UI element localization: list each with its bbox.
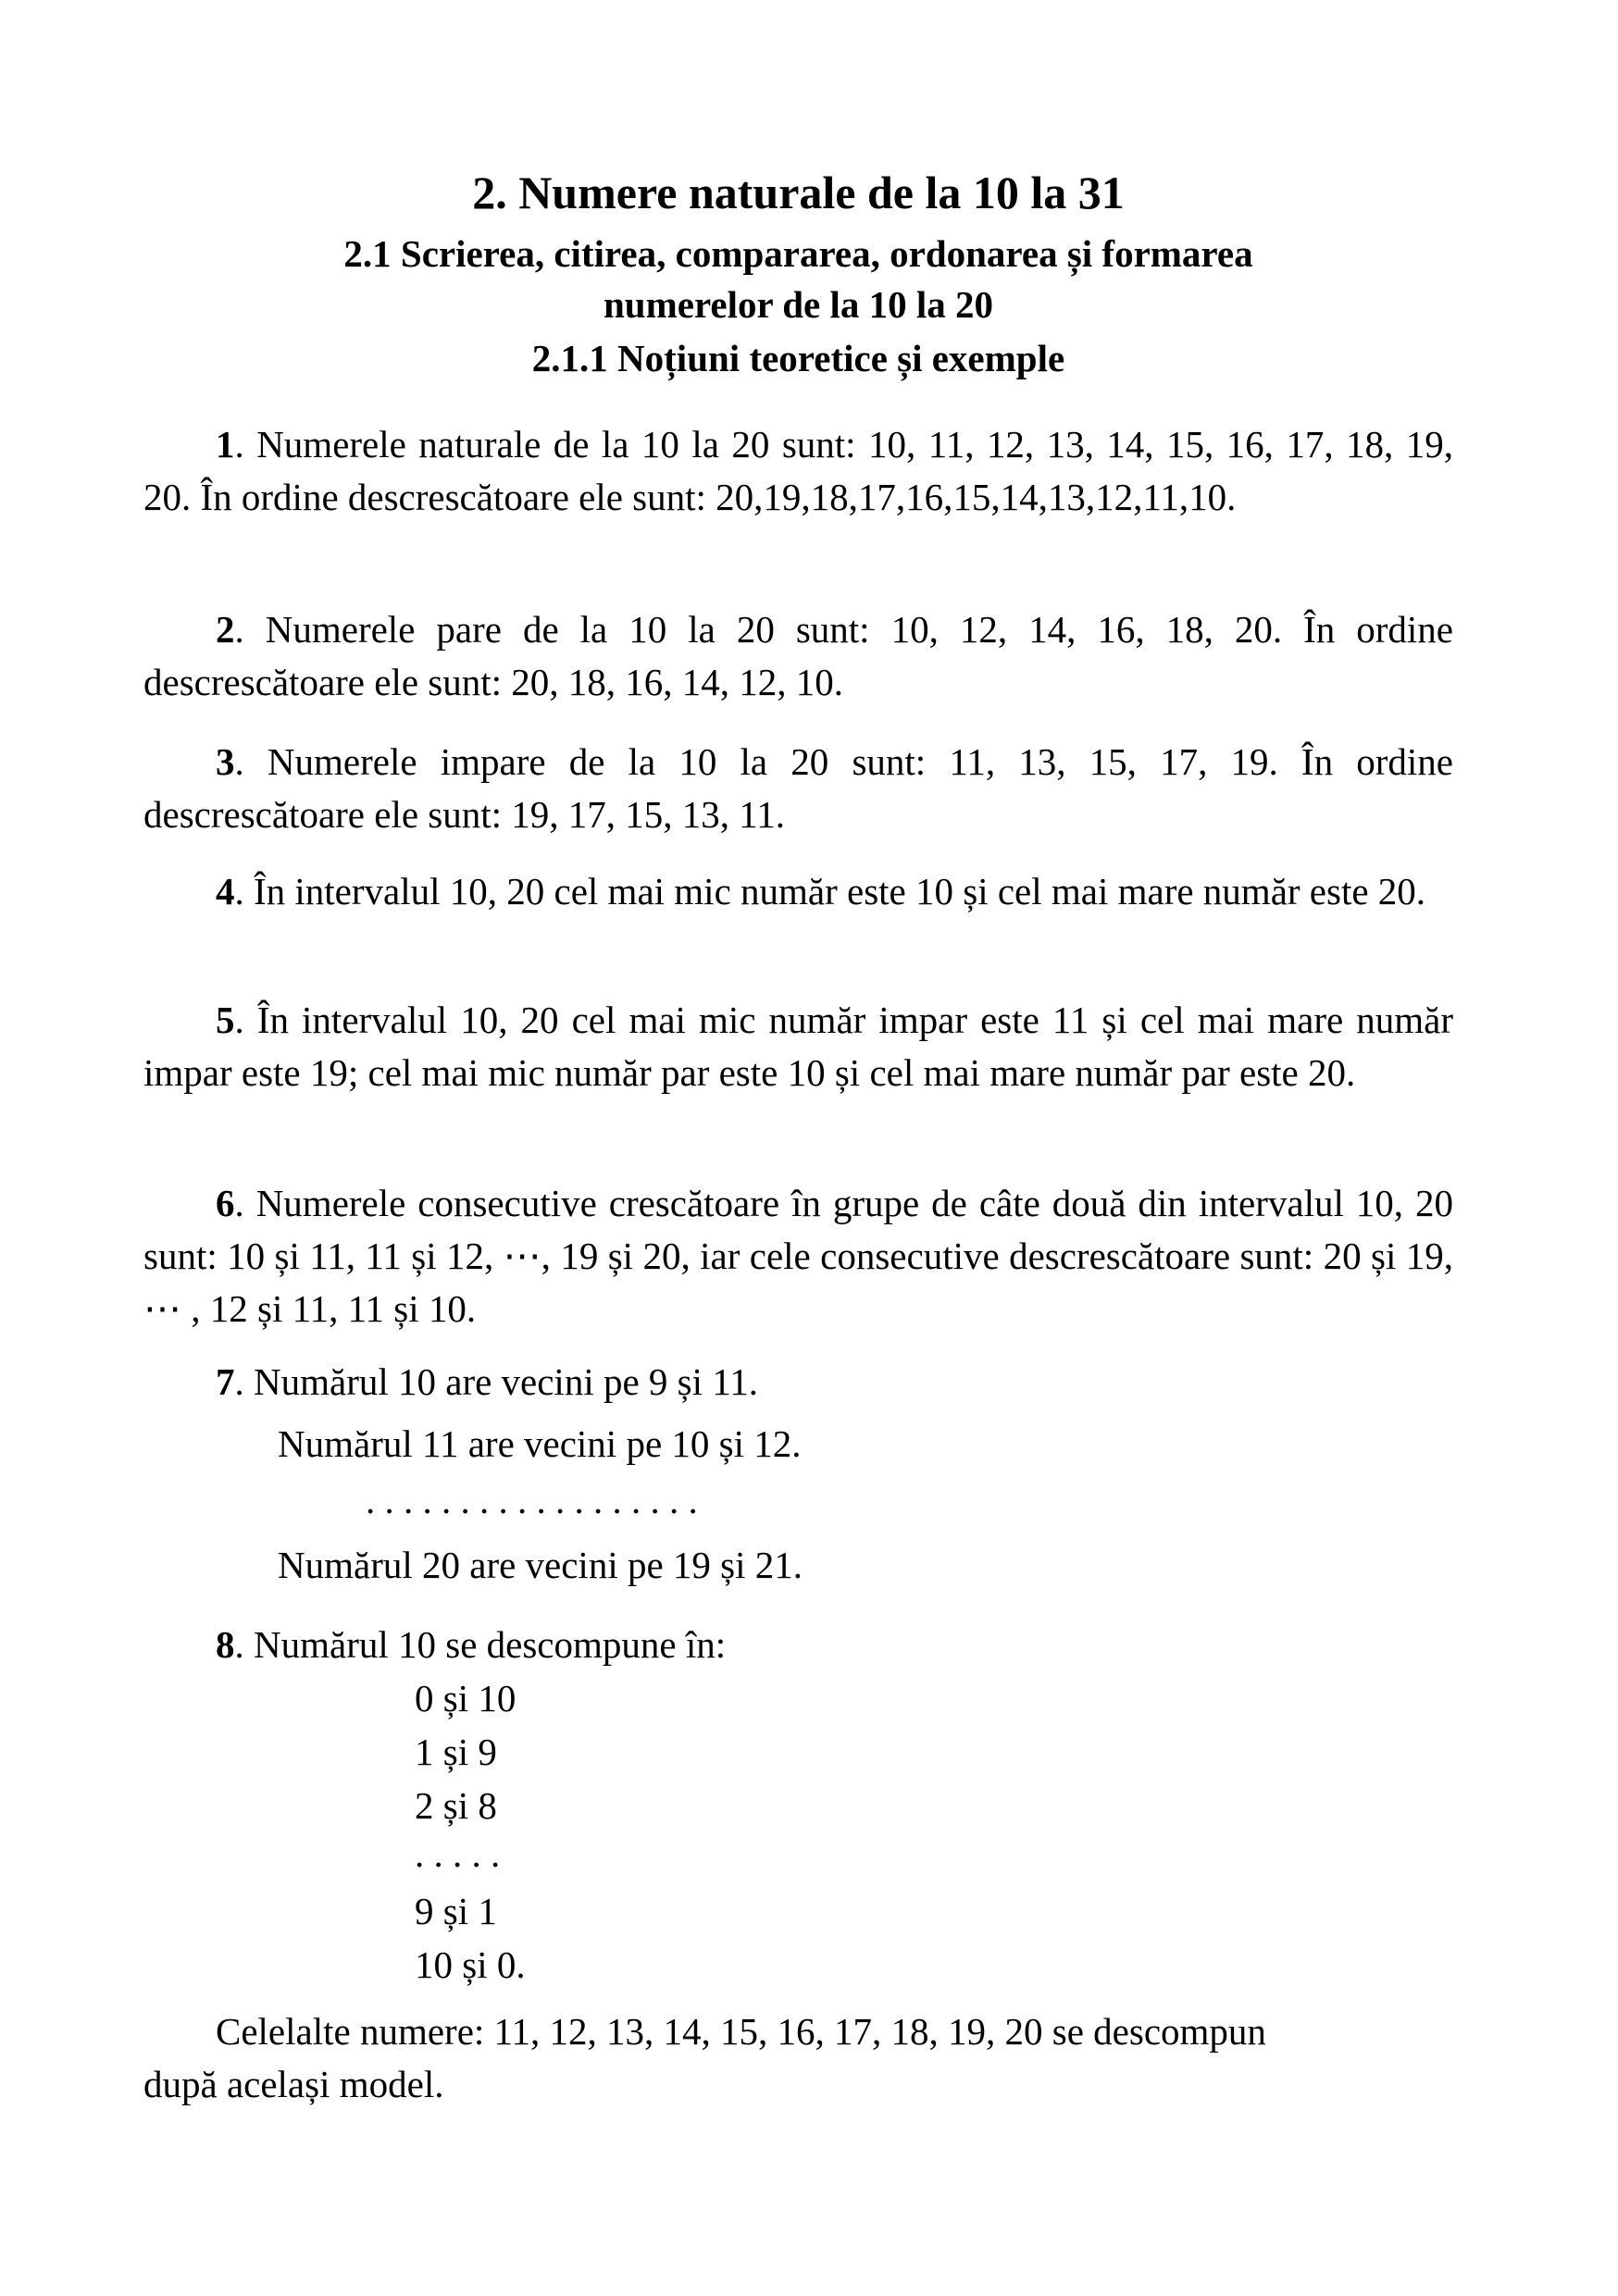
item-6 (143, 1177, 1453, 1335)
item-number: 8 (216, 1623, 235, 1666)
item-text: . Numerele impare de la 10 la 20 sunt: 11, 13, 15, 17, 19. În ordine descrescătoare ele sunt: 19, 17, 15, 13, 11. (143, 740, 1453, 836)
item-number: 1 (216, 423, 235, 465)
item-text: . În intervalul 10, 20 cel mai mic număr este 10 și cel mai mare număr este 20. (234, 870, 1426, 912)
item-7-line-1 (216, 1359, 758, 1405)
item-7-line-2: Numărul 11 are vecini pe 10 și 12. (278, 1422, 802, 1465)
item-number: 3 (216, 740, 235, 783)
pair-line: 10 și 0. (415, 1943, 526, 1986)
item-2 (143, 603, 1453, 709)
item-number: 5 (216, 999, 235, 1041)
item-8-intro (216, 1621, 726, 1668)
section-title-line-2: numerelor de la 10 la 20 (604, 283, 993, 326)
item-text: . În intervalul 10, 20 cel mai mic număr impar este 11 și cel mai mare număr impar este 19; cel mai mic număr par este 10 și cel mai mare număr par este 20. (143, 999, 1453, 1094)
item-5 (143, 994, 1453, 1099)
item-text: . Numerele pare de la 10 la 20 sunt: 10, 12, 14, 16, 18, 20. În ordine descrescătoare ele sunt: 20, 18, 16, 14, 12, 10. (143, 608, 1453, 703)
item-text: . Numerele naturale de la 10 la 20 sunt: 10, 11, 12, 13, 14, 15, 16, 17, 18, 19, 20. În ordine descrescătoare ele sunt: 20,19,18,17,16,15,14,13,12,11,10. (143, 423, 1453, 518)
pair-line: 1 și 9 (415, 1731, 497, 1773)
pair-line: 0 și 10 (415, 1677, 517, 1719)
item-4 (143, 865, 1453, 918)
section-title-line-1: 2.1 Scrierea, citirea, compararea, ordonarea și formarea (343, 232, 1253, 275)
chapter-title: 2. Numere naturale de la 10 la 31 (472, 167, 1125, 218)
item-text: . Numărul 10 se descompune în: (234, 1623, 727, 1666)
section-title (143, 229, 1453, 330)
item-text: . Numărul 10 are vecini pe 9 și 11. (234, 1360, 758, 1403)
item-number: 7 (216, 1360, 235, 1403)
pair-line: 9 și 1 (415, 1890, 497, 1932)
item-number: 6 (216, 1182, 235, 1224)
pair-ellipsis: . . . . . (415, 1832, 501, 1875)
pair-line: 2 și 8 (415, 1784, 497, 1827)
item-1 (143, 418, 1453, 524)
item-number: 2 (216, 608, 235, 651)
item-text: . Numerele consecutive crescătoare în grupe de câte două din intervalul 10, 20 sunt: 10 și 11, 11 și 12, ⋯, 19 și 20, iar cele consecutive descrescătoare sunt: 20 și 19, ⋯ , 12 și 11, 11 și 10. (143, 1182, 1453, 1330)
item-7-ellipsis: . . . . . . . . . . . . . . . . . . (366, 1479, 698, 1521)
item-7-line-3: Numărul 20 are vecini pe 19 și 21. (278, 1544, 803, 1586)
item-3 (143, 736, 1453, 841)
item-number: 4 (216, 870, 235, 912)
closing-paragraph: Celelalte numere: 11, 12, 13, 14, 15, 16, 17, 18, 19, 20 se descompun după același model. (143, 2010, 1266, 2105)
subsection-title: 2.1.1 Noțiuni teoretice și exemple (531, 337, 1065, 379)
